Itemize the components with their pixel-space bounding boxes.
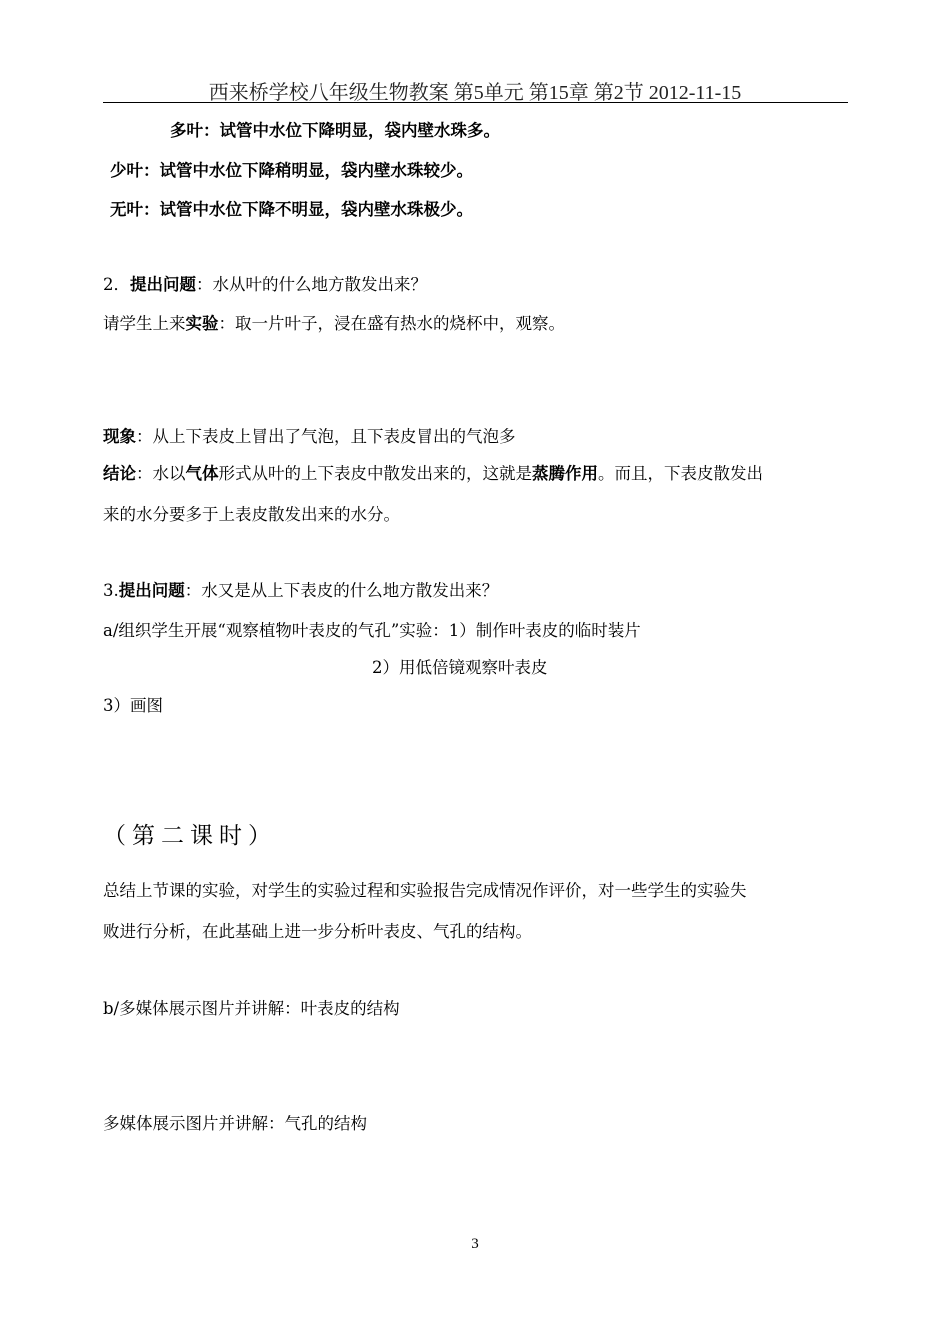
summary-line-2: 败进行分析，在此基础上进一步分析叶表皮、气孔的结构。 [103,922,532,941]
question-2 [103,271,427,295]
step-a: a/组织学生开展“观察植物叶表皮的气孔”实验：1）制作叶表皮的临时装片 [103,621,641,640]
conclusion-line-1 [103,460,763,484]
conclusion-text: 。而且，下表皮散发出 [598,464,763,483]
experiment-label: 实验 [185,314,219,333]
result-label: 无叶： [110,200,160,219]
result-many-leaves [170,117,500,141]
summary-line-1: 总结上节课的实验，对学生的实验过程和实验报告完成情况作评价，对一些学生的实验失 [103,881,747,900]
keyword-gas: 气体 [185,464,219,483]
conclusion-label: 结论 [103,464,136,483]
step-b: b/多媒体展示图片并讲解：叶表皮的结构 [103,999,400,1018]
step-3: 3）画图 [103,696,163,715]
question-text: ：水从叶的什么地方散发出来？ [196,275,427,294]
media-stomata: 多媒体展示图片并讲解：气孔的结构 [103,1114,367,1133]
page-header: 西来桥学校八年级生物教案 第5单元 第15章 第2节 2012-11-15 [208,82,742,104]
lesson-title: （第二课时） [103,823,277,849]
result-no-leaves [110,196,473,220]
result-text: 试管中水位下降稍明显，袋内壁水珠较少。 [159,161,473,180]
phenomenon-line [103,423,516,447]
conclusion-text: ：水以 [136,464,186,483]
question-number: 2． [103,275,130,294]
phenomenon-label: 现象 [103,427,136,446]
result-label: 多叶： [170,121,220,140]
conclusion-line-2: 来的水分要多于上表皮散发出来的水分。 [103,505,400,524]
experiment-text: ：取一片叶子，浸在盛有热水的烧杯中，观察。 [218,314,565,333]
result-label: 少叶： [110,161,160,180]
question-text: ：水又是从上下表皮的什么地方散发出来？ [184,581,499,600]
question-label: 提出问题 [118,581,185,600]
experiment-prefix: 请学生上来 [103,314,186,333]
phenomenon-text: ：从上下表皮上冒出了气泡，且下表皮冒出的气泡多 [136,427,516,446]
question-3 [103,577,498,601]
step-2: 2）用低倍镜观察叶表皮 [372,658,548,677]
result-few-leaves [110,157,473,181]
experiment-line [103,310,565,334]
result-text: 试管中水位下降不明显，袋内壁水珠极少。 [159,200,473,219]
keyword-transpiration: 蒸腾作用 [532,464,598,483]
question-number: 3. [103,581,119,600]
question-label: 提出问题 [130,275,196,294]
result-text: 试管中水位下降明显，袋内壁水珠多。 [219,121,500,140]
header-rule [103,102,848,103]
conclusion-text: 形式从叶的上下表皮中散发出来的，这就是 [218,464,532,483]
page-number: 3 [471,1236,479,1252]
